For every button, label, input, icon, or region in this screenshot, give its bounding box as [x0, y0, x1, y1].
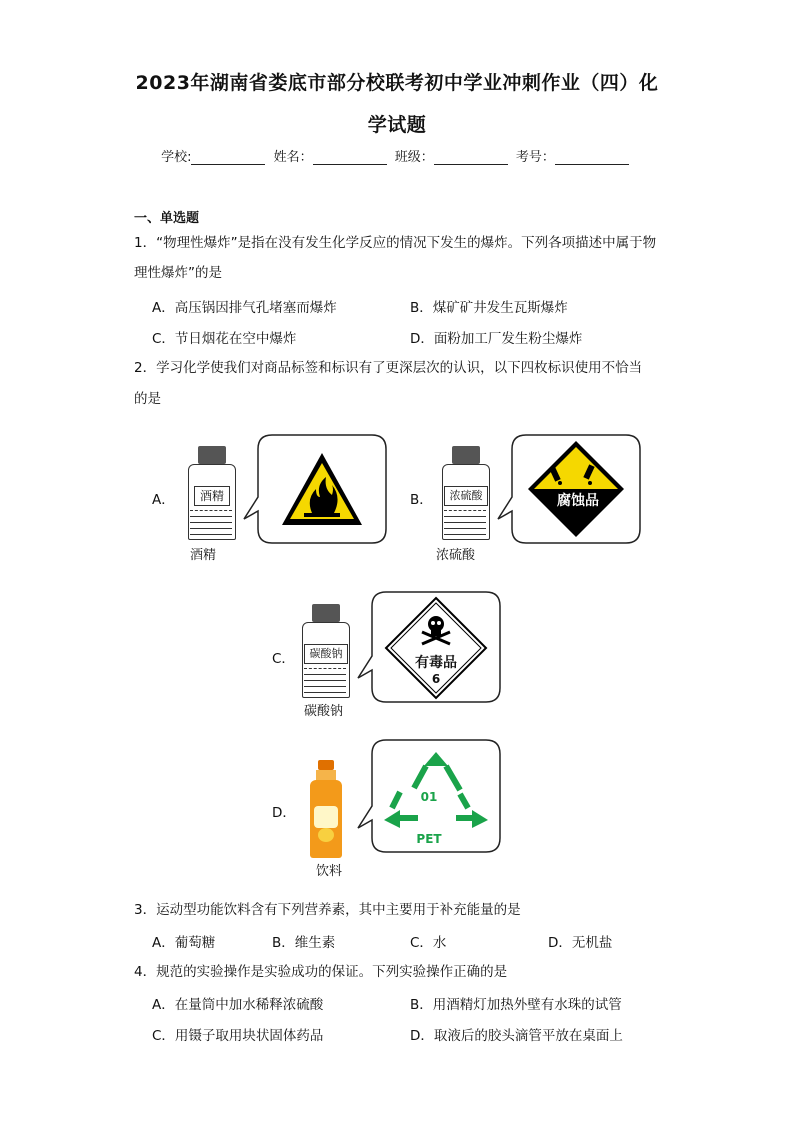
school-field[interactable]	[191, 151, 265, 165]
page-title-line1: 2023年湖南省娄底市部分校联考初中学业冲刺作业（四）化	[135, 72, 659, 94]
bottle-label: 浓硫酸	[444, 486, 488, 506]
q2-option-c-letter[interactable]: C．	[272, 651, 295, 667]
q2-option-b-caption: 浓硫酸	[436, 548, 476, 563]
corrosive-sign-text: 腐蚀品	[557, 493, 599, 509]
page-title-line2: 学试题	[367, 114, 427, 136]
bottle-cap-icon	[312, 604, 340, 622]
q2-option-a-bottle	[188, 446, 236, 540]
exam-number-field[interactable]	[555, 151, 629, 165]
q2-option-b-bottle	[442, 446, 490, 540]
q2-option-c-sign-bubble	[356, 590, 502, 704]
name-label: 姓名：	[273, 150, 313, 165]
bottle-cap-icon	[452, 446, 480, 464]
q3-option-a[interactable]: A．葡萄糖	[152, 935, 216, 951]
beverage-bottle-icon	[308, 760, 344, 860]
q2-stem-line2: 的是	[134, 391, 161, 407]
section-heading: 一、单选题	[134, 211, 200, 226]
toxic-sign-number: 6	[431, 672, 441, 686]
q2-option-a-letter[interactable]: A．	[152, 492, 175, 508]
q1-option-d[interactable]: D．面粉加工厂发生粉尘爆炸	[410, 331, 583, 347]
q4-option-a[interactable]: A．在量筒中加水稀释浓硫酸	[152, 997, 324, 1013]
class-label: 班级：	[394, 150, 434, 165]
q3-stem: 3．运动型功能饮料含有下列营养素，其中主要用于补充能量的是	[134, 902, 521, 918]
q2-option-a-caption: 酒精	[190, 548, 217, 563]
bottle-cap-icon	[198, 446, 226, 464]
q2-option-a-sign-bubble	[242, 433, 388, 545]
bottle-label: 碳酸钠	[304, 644, 348, 664]
recycle-code: 01	[420, 790, 438, 804]
q2-option-b-letter[interactable]: B．	[410, 492, 433, 508]
q2-option-c-bottle	[302, 604, 350, 698]
q4-option-c[interactable]: C．用镊子取用块状固体药品	[152, 1028, 324, 1044]
q1-option-b[interactable]: B．煤矿矿井发生瓦斯爆炸	[410, 300, 568, 316]
toxic-sign-text: 有毒品	[415, 655, 457, 671]
q1-stem-line1: 1．“物理性爆炸”是指在没有发生化学反应的情况下发生的爆炸。下列各项描述中属于物	[134, 235, 657, 251]
school-label: 学校:	[161, 150, 192, 165]
q1-stem-line2: 理性爆炸”的是	[134, 265, 222, 281]
student-info-fields	[0, 146, 794, 165]
q4-stem: 4．规范的实验操作是实验成功的保证。下列实验操作正确的是	[134, 964, 508, 980]
q2-option-d-letter[interactable]: D．	[272, 805, 296, 821]
q4-option-b[interactable]: B．用酒精灯加热外壁有水珠的试管	[410, 997, 622, 1013]
q1-option-c[interactable]: C．节日烟花在空中爆炸	[152, 331, 297, 347]
class-field[interactable]	[434, 151, 508, 165]
q2-option-c-caption: 碳酸钠	[304, 704, 344, 719]
q2-option-d-caption: 饮料	[316, 864, 343, 879]
recycle-text: PET	[416, 832, 442, 846]
q4-option-d[interactable]: D．取液后的胶头滴管平放在桌面上	[410, 1028, 623, 1044]
q2-stem-line1: 2．学习化学使我们对商品标签和标识有了更深层次的认识，以下四枚标识使用不恰当	[134, 360, 643, 376]
name-field[interactable]	[313, 151, 387, 165]
exam-number-label: 考号：	[515, 150, 555, 165]
q3-option-b[interactable]: B．维生素	[272, 935, 336, 951]
q3-option-c[interactable]: C．水	[410, 935, 447, 951]
bottle-label: 酒精	[194, 486, 230, 506]
q3-option-d[interactable]: D．无机盐	[548, 935, 613, 951]
q2-option-b-sign-bubble	[496, 433, 642, 545]
q1-option-a[interactable]: A．高压锅因排气孔堵塞而爆炸	[152, 300, 337, 316]
